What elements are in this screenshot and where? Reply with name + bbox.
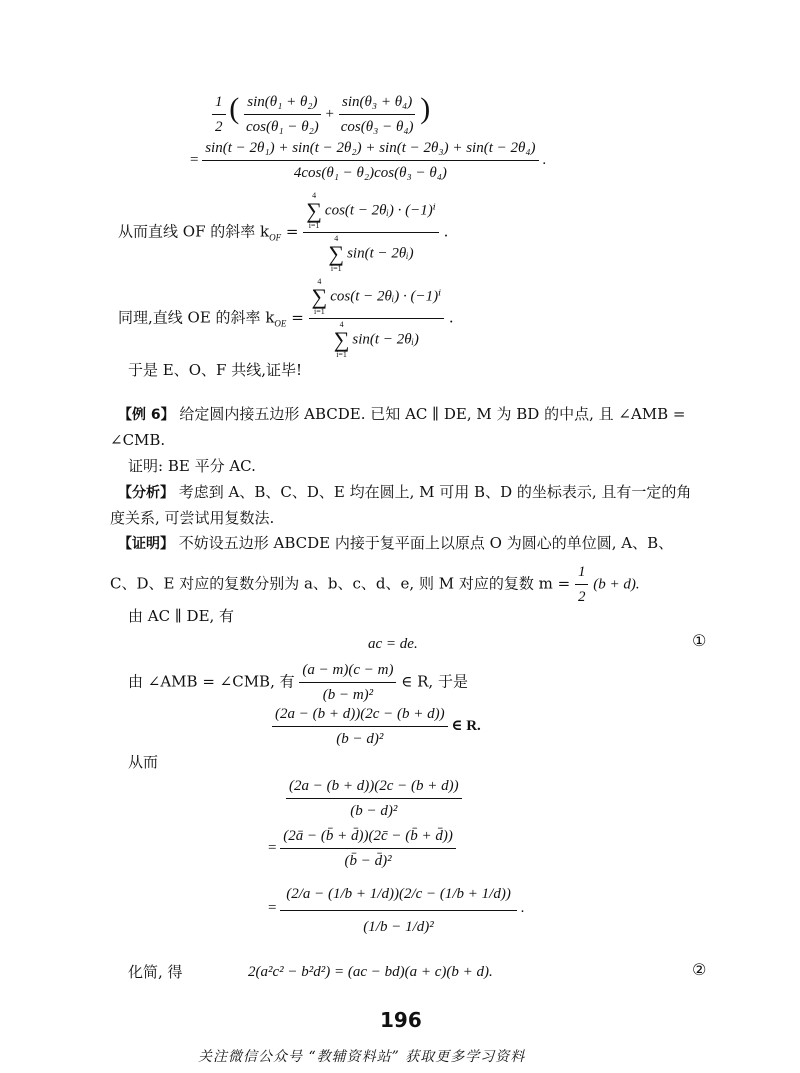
equation-number-2: ② [692,960,707,979]
parallel-text: 由 AC ∥ DE, 有 [128,607,235,625]
formula-rhs: = $\frac{\text{sin(t − 2θ₁) + sin(t − 2θ₂) + sin(t − 2θ₃) + sin(t − 2θ₄)}}{\text{4cos(θ₁ − θ₂)cos(θ₃ − θ₄)}}$ . [190,140,547,181]
formula-half-sum: $\frac{1}{2}$ ( $\frac{\text{sin(θ₁ + θ₂)}}{\text{cos(θ₁ − θ₂)}}$ + $\frac{\text{sin(θ₃ + θ₄)}}{\text{cos(θ₃ − θ₄)}}$ ) [212,92,430,137]
chain-fraction-3: = $\frac{(2/a - (1/b + 1/d))(2/c - (1/b + 1/d))}{\text{(1/b − 1/d)²}}$ . [268,880,524,937]
sigma-icon: 4 ∑ i=1 [306,191,322,230]
analysis-line-1: 【分析】 考虑到 A、B、C、D、E 均在圆上, M 可用 B、D 的坐标表示, 且有一定的角 [118,483,692,501]
fraction-term1: $\frac{\text{sin(θ₁ + θ₂)}}{\text{cos(θ₁ − θ₂)}}$ [246,94,319,135]
conclusion-text: 于是 E、O、F 共线,证毕! [128,361,302,379]
real-expression: $\frac{(2a - (b + d))(2c - (b + d))}{\text{(b − d)²}}$ ∈ R. [272,704,481,749]
slope-oe-line: 同理,直线 OE 的斜率 $k_{OE}$ = 4 ∑ i=1 cos(t − 2θᵢ) · (−1)ⁱ 4 ∑ i=1 sin(t − 2θᵢ) . [118,277,454,359]
fraction-real: $\frac{(2a - (b + d))(2c - (b + d))}{\text{(b − d)²}}$ [272,704,448,749]
page-number: 196 [380,1008,422,1032]
sigma-icon: 4 ∑ i=1 [328,234,345,273]
fraction-rhs: $\frac{\text{sin(t − 2θ₁) + sin(t − 2θ₂) + sin(t − 2θ₃) + sin(t − 2θ₄)}}{\text{4cos(θ₁ − θ₂)cos(θ₃ − θ₄)}}$ [202,138,538,183]
chain-fraction-2: = $\frac{(2ā - (b̄ + d̄))(2c̄ - (b̄ + d̄))}{\text{(b̄ − d̄)²}}$ [268,826,456,871]
chain-fraction-1: $\frac{(2a - (b + d))(2c - (b + d))}{\text{(b − d)²}}$ [286,776,462,821]
simplify-label: 化简, 得 [128,963,183,981]
thus-text: 从而 [128,753,159,771]
proof-line-2: C、D、E 对应的复数分别为 a、b、c、d、e, 则 M 对应的复数 m = $\frac{1}{2}$ (b + d). [110,564,640,605]
sigma-icon: 4 ∑ i=1 [311,277,328,316]
equation-1: ac = de. [368,636,418,652]
proof-line-1: 【证明】 不妨设五边形 ABCDE 内接于复平面上以原点 O 为圆心的单位圆, A、B、 [118,534,674,552]
fraction-slope-of: 4 ∑ i=1 cos(t − 2θᵢ) · (−1)ⁱ 4 ∑ i=1 sin(t − 2θᵢ) [303,192,439,273]
example-label: 【例 6】 [118,407,175,423]
proof-label: 【证明】 [118,536,174,552]
equation-2: 2(a²c² − b²d²) = (ac − bd)(a + c)(b + d). [248,964,493,980]
footer-promo: 关注微信公众号 “教辅资料站” 获取更多学习资料 [198,1049,526,1065]
prove-statement: 证明: BE 平分 AC. [128,457,256,475]
analysis-label: 【分析】 [118,485,174,501]
example-line-1: 【例 6】 给定圆内接五边形 ABCDE. 已知 AC ∥ DE, M 为 BD 的中点, 且 ∠AMB = [118,405,686,423]
fraction-half-m: $\frac{1}{2}$ [575,562,589,607]
example-line-2: ∠CMB. [110,431,166,449]
fraction-slope-oe: 4 ∑ i=1 cos(t − 2θᵢ) · (−1)ⁱ 4 ∑ i=1 sin(t − 2θᵢ) [309,278,445,359]
fraction-half: $\frac{1}{2}$ [212,92,226,137]
sigma-icon: 4 ∑ i=1 [333,320,350,359]
equation-number-1: ① [692,631,707,650]
fraction-angle: $\frac{(a - m)(c - m)}{\text{(b − m)²}}$ [299,660,396,705]
fraction-term2: $\frac{\text{sin(θ₃ + θ₄)}}{\text{cos(θ₃ − θ₄)}}$ [340,94,414,135]
analysis-line-2: 度关系, 可尝试用复数法. [110,509,275,527]
slope-of-line: 从而直线 OF 的斜率 $k_{OF}$ = 4 ∑ i=1 cos(t − 2θᵢ) · (−1)ⁱ 4 ∑ i=1 sin(t − 2θᵢ) . [118,191,449,273]
angle-line: 由 ∠AMB = ∠CMB, 有 $\frac{(a - m)(c - m)}{\text{(b − m)²}}$ ∈ R, 于是 [128,662,468,703]
